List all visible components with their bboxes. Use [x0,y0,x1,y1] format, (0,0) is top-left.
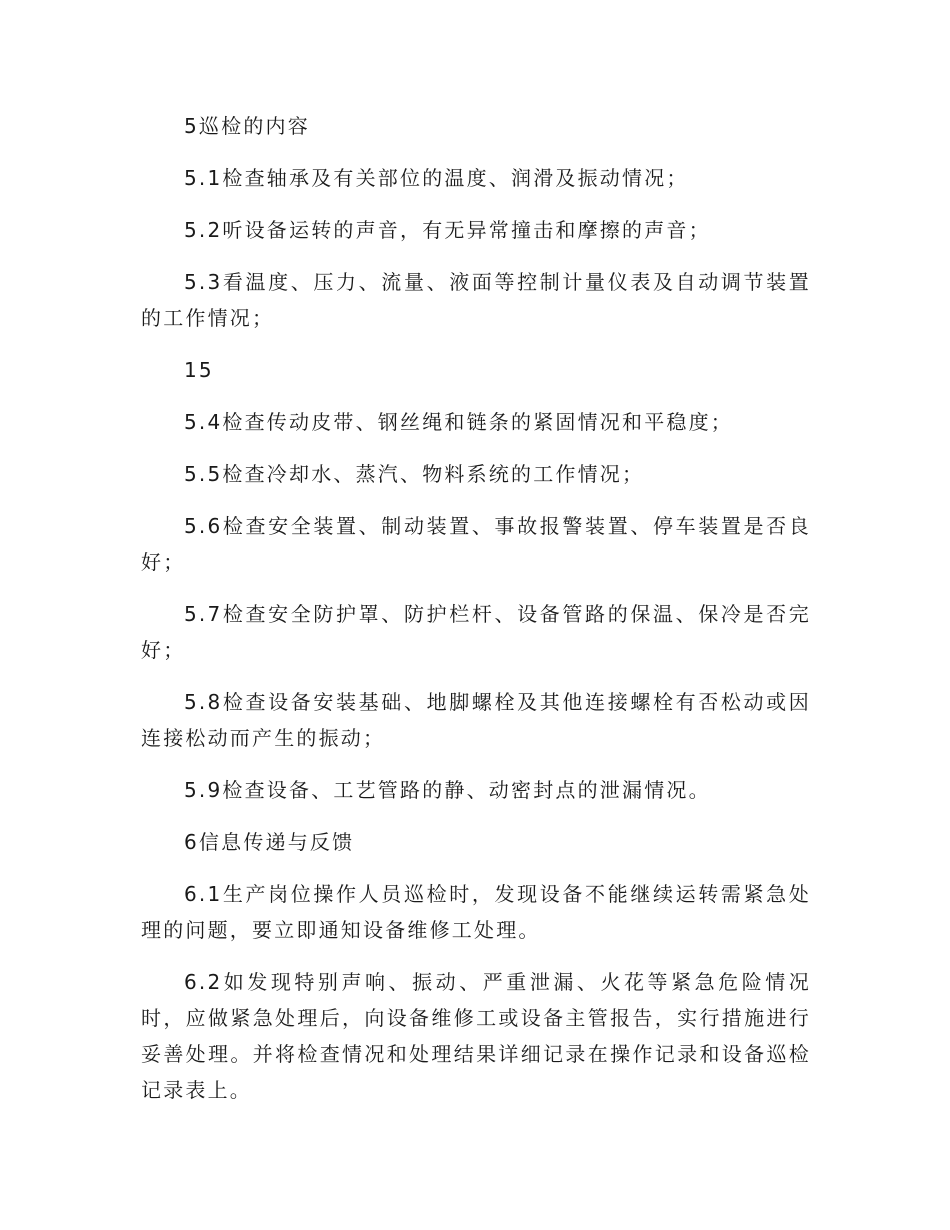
paragraph: 6.1生产岗位操作人员巡检时，发现设备不能继续运转需紧急处理的问题，要立即通知设备维修工处理。 [141,882,811,942]
page-number: 15 [184,358,214,382]
paragraph: 5.8检查设备安装基础、地脚螺栓及其他连接螺栓有否松动或因连接松动而产生的振动； [141,690,811,750]
paragraph: 5.7检查安全防护罩、防护栏杆、设备管路的保温、保冷是否完好； [141,602,811,662]
paragraph: 5.6检查安全装置、制动装置、事故报警装置、停车装置是否良好； [141,514,811,574]
paragraph: 5.4检查传动皮带、钢丝绳和链条的紧固情况和平稳度； [184,410,734,434]
paragraph: 5.2听设备运转的声音，有无异常撞击和摩擦的声音； [184,218,711,242]
paragraph: 5.5检查冷却水、蒸汽、物料系统的工作情况； [184,462,645,486]
paragraph: 5.3看温度、压力、流量、液面等控制计量仪表及自动调节装置的工作情况； [141,270,811,330]
document-body [141,108,811,1108]
paragraph: 6.2如发现特别声响、振动、严重泄漏、火花等紧急危险情况时，应做紧急处理后，向设备维修工或设备主管报告，实行措施进行妥善处理。并将检查情况和处理结果详细记录在操作记录和设备巡检记录表上。 [141,970,811,1102]
section-heading: 5巡检的内容 [184,114,310,138]
paragraph: 5.9检查设备、工艺管路的静、动密封点的泄漏情况。 [184,778,711,802]
section-heading: 6信息传递与反馈 [184,830,355,854]
paragraph: 5.1检查轴承及有关部位的温度、润滑及振动情况； [184,166,689,190]
